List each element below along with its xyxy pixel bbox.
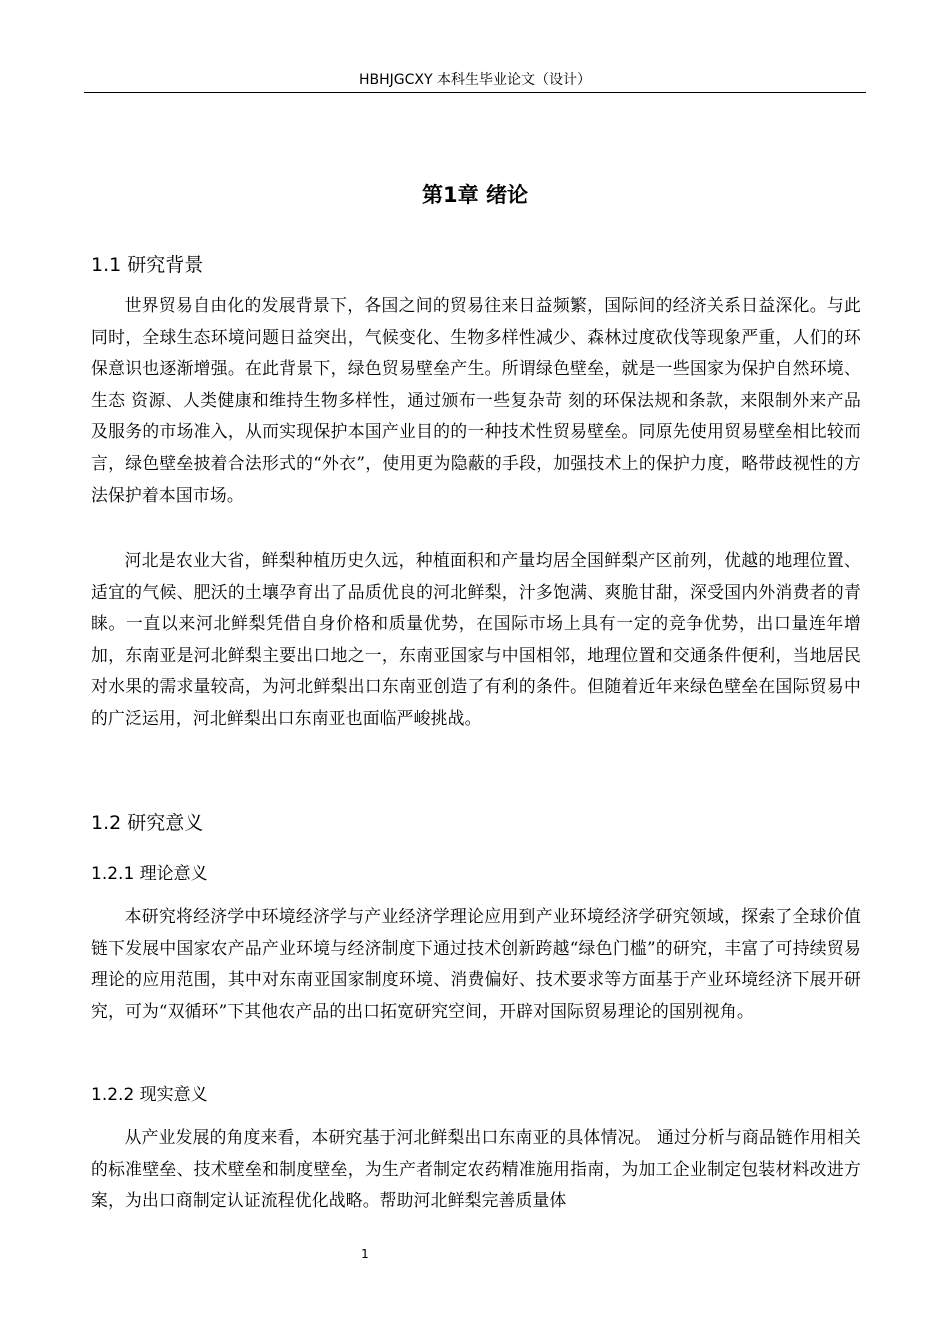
paragraph-background-2: 河北是农业大省，鲜梨种植历史久远，种植面积和产量均居全国鲜梨产区前列，优越的地理位置、适宜的气候、肥沃的土壤孕育出了品质优良的河北鲜梨，汁多饱满、爽脆甘甜，深受国内外消费者的青睐。一直以来河北鲜梨凭借自身价格和质量优势，在国际市场上具有一定的竞争优势，出口量连年增加，东南亚是河北鲜梨主要出口地之一，东南亚国家与中国相邻，地理位置和交通条件便利，当地居民对水果的需求量较高，为河北鲜梨出口东南亚创造了有利的条件。但随着近年来绿色壁垒在国际贸易中的广泛运用，河北鲜梨出口东南亚也面临严峻挑战。 (91, 550, 861, 728)
subsection-heading-1-2-1: 1.2.1 理论意义 (91, 864, 208, 884)
running-header: HBHJGCXY 本科生毕业论文（设计） (84, 70, 866, 93)
paragraph-background-1: 世界贸易自由化的发展背景下，各国之间的贸易往来日益频繁，国际间的经济关系日益深化。与此同时，全球生态环境问题日益突出，气候变化、生物多样性减少、森林过度砍伐等现象严重，人们的环保意识也逐渐增强。在此背景下，绿色贸易壁垒产生。所谓绿色壁垒，就是一些国家为保护自然环境、生态 资源、人类健康和维持生物多样性，通过颁布一些复杂苛 刻的环保法规和条款，来限制外来产品及服务的市场准入，从而实现保护本国产业目的的一种技术性贸易壁垒。同原先使用贸易壁垒相比较而言，绿色壁垒披着合法形式的“外衣”，使用更为隐蔽的手段，加强技术上的保护力度，略带歧视性的方法保护着本国市场。 (91, 295, 861, 505)
section-heading-1-1: 1.1 研究背景 (91, 254, 204, 276)
chapter-title: 第1章 绪论 (422, 183, 528, 207)
section-heading-1-2: 1.2 研究意义 (91, 812, 204, 834)
paragraph-theoretical-significance: 本研究将经济学中环境经济学与产业经济学理论应用到产业环境经济学研究领域，探索了全球价值链下发展中国家农产品产业环境与经济制度下通过技术创新跨越“绿色门槛”的研究，丰富了可持续贸易理论的应用范围，其中对东南亚国家制度环境、消费偏好、技术要求等方面基于产业环境经济下展开研究，可为“双循环”下其他农产品的出口拓宽研究空间，开辟对国际贸易理论的国别视角。 (91, 906, 861, 1021)
paragraph-practical-significance: 从产业发展的角度来看，本研究基于河北鲜梨出口东南亚的具体情况。 通过分析与商品链作用相关的标准壁垒、技术壁垒和制度壁垒，为生产者制定农药精准施用指南，为加工企业制定包装材料改进方案，为出口商制定认证流程优化战略。帮助河北鲜梨完善质量体 (91, 1127, 861, 1211)
page-number: 1 (361, 1247, 369, 1261)
subsection-heading-1-2-2: 1.2.2 现实意义 (91, 1085, 208, 1105)
